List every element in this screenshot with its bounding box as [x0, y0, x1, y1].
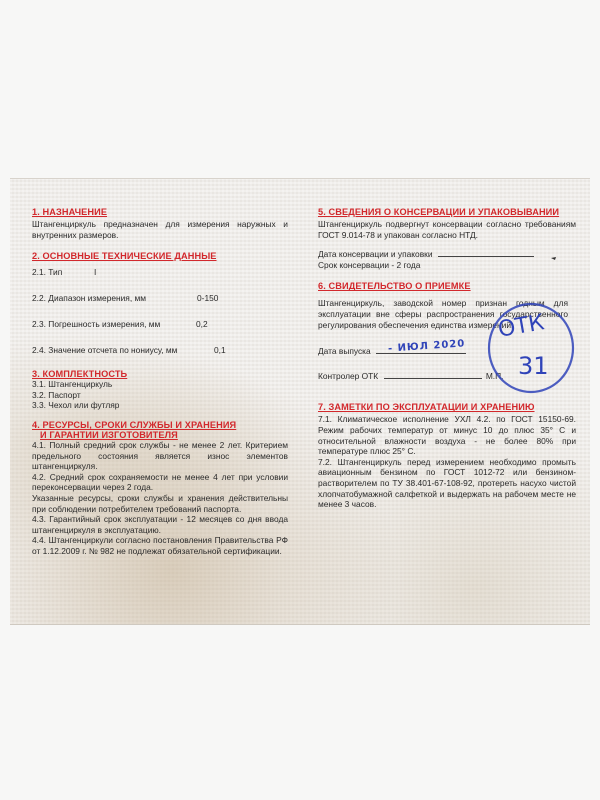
- conservation-date-text: Дата консервации и упаковки: [318, 249, 433, 260]
- tech-row-label: 2.3. Погрешность измерения, мм: [32, 319, 161, 330]
- tech-row: [32, 267, 288, 278]
- section-5-text: Штангенциркуль подвергнут консервации согласно требованиям ГОСТ 9.014-78 и упакован согласно НТД.: [318, 219, 576, 240]
- release-date-label: Дата выпуска: [318, 346, 371, 357]
- tech-row: [32, 319, 288, 330]
- mp-label: М.П.: [485, 370, 504, 381]
- kit-item: 3.1. Штангенциркуль: [32, 379, 113, 390]
- section-6-text: Штангенциркуль, заводской номер признан годным для эксплуатации вне сферы распространения государственного регулирования обеспечения единства измерений.: [318, 298, 568, 330]
- conservation-term: Срок консервации - 2 года: [318, 259, 421, 270]
- tech-row-label: 2.4. Значение отсчета по нониусу, мм: [32, 345, 178, 356]
- section-4-p1: 4.1. Полный средний срок службы - не менее 2 лет. Критерием предельного состояния является износ элементов штангенциркуля.: [32, 439, 288, 472]
- release-date-stamp: - ИЮЛ 2020: [387, 338, 466, 355]
- tech-data-list: [32, 267, 288, 363]
- section-7-p1: 7.1. Климатическое исполнение УХЛ 4.2. по ГОСТ 15150-69. Режим рабочих температур от минус 10 до плюс 35° С и относительной влажности воздуха - не более 80% при температуре плюс 25° С.: [318, 414, 576, 457]
- section-4-title-cont: И ГАРАНТИИ ИЗГОТОВИТЕЛЯ: [40, 429, 178, 440]
- ink-mark-icon: [550, 255, 558, 261]
- tech-row: [32, 293, 288, 304]
- section-6-title: 6. СВИДЕТЕЛЬСТВО О ПРИЕМКЕ: [318, 281, 471, 292]
- section-4-p5: 4.4. Штангенциркули согласно постановления Правительства РФ от 1.12.2009 г. № 982 не подлежат обязательной сертификации.: [32, 535, 288, 556]
- section-4-p2: 4.2. Средний срок сохраняемости не менее 4 лет при условии переконсервации через 2 года.: [32, 471, 288, 493]
- section-1-text: Штангенциркуль предназначен для измерения наружных и внутренних размеров.: [32, 219, 288, 240]
- otk-stamp: [482, 300, 580, 398]
- controller-line: [384, 378, 482, 379]
- tech-row-value: 0-150: [197, 293, 219, 304]
- section-7-title: 7. ЗАМЕТКИ ПО ЭКСПЛУАТАЦИИ И ХРАНЕНИЮ: [318, 402, 535, 413]
- kit-item: 3.3. Чехол или футляр: [32, 400, 120, 411]
- section-4-title: 4. РЕСУРСЫ, СРОКИ СЛУЖБЫ И ХРАНЕНИЯ: [32, 419, 237, 430]
- tech-row: [32, 345, 288, 356]
- kit-item: 3.2. Паспорт: [32, 389, 81, 400]
- tech-row-label: 2.1. Тип: [32, 267, 63, 278]
- stamp-otk-text: ОТК: [496, 310, 547, 343]
- section-4-p4: 4.3. Гарантийный срок эксплуатации - 12 месяцев со дня ввода штангенциркуля в эксплуатацию.: [32, 514, 288, 535]
- tech-row-value: 0,2: [196, 319, 208, 330]
- section-5-title: 5. СВЕДЕНИЯ О КОНСЕРВАЦИИ И УПАКОВЫВАНИИ: [318, 207, 560, 217]
- passport-card: [10, 178, 590, 625]
- tech-row-label: 2.2. Диапазон измерения, мм: [32, 293, 147, 304]
- tech-row-value: I: [94, 267, 97, 278]
- section-1-title: 1. НАЗНАЧЕНИЕ: [32, 207, 108, 217]
- left-column: [32, 207, 288, 557]
- section-7-p2: 7.2. Штангенциркуль перед измерением необходимо промыть авиационным бензином по ГОСТ 1012-72 или бензином-растворителем по ТУ 38.401-67-108-92, протереть насухо чистой хлопчатобумажной салфеткой и выдержать на рабочем месте не менее 3 часов.: [318, 456, 576, 510]
- section-3-title: 3. КОМПЛЕКТНОСТЬ: [32, 369, 128, 380]
- conservation-date-label: [318, 249, 576, 260]
- tech-row-value: 0,1: [214, 345, 226, 356]
- controller-label: Контролер ОТК: [318, 370, 379, 381]
- section-4-p3: Указанные ресурсы, сроки службы и хранения действительны при соблюдении потребителем требований паспорта.: [32, 492, 288, 514]
- conservation-date-line: [438, 256, 534, 257]
- section-2-title: 2. ОСНОВНЫЕ ТЕХНИЧЕСКИЕ ДАННЫЕ: [32, 251, 217, 262]
- stamp-number: 31: [518, 352, 549, 380]
